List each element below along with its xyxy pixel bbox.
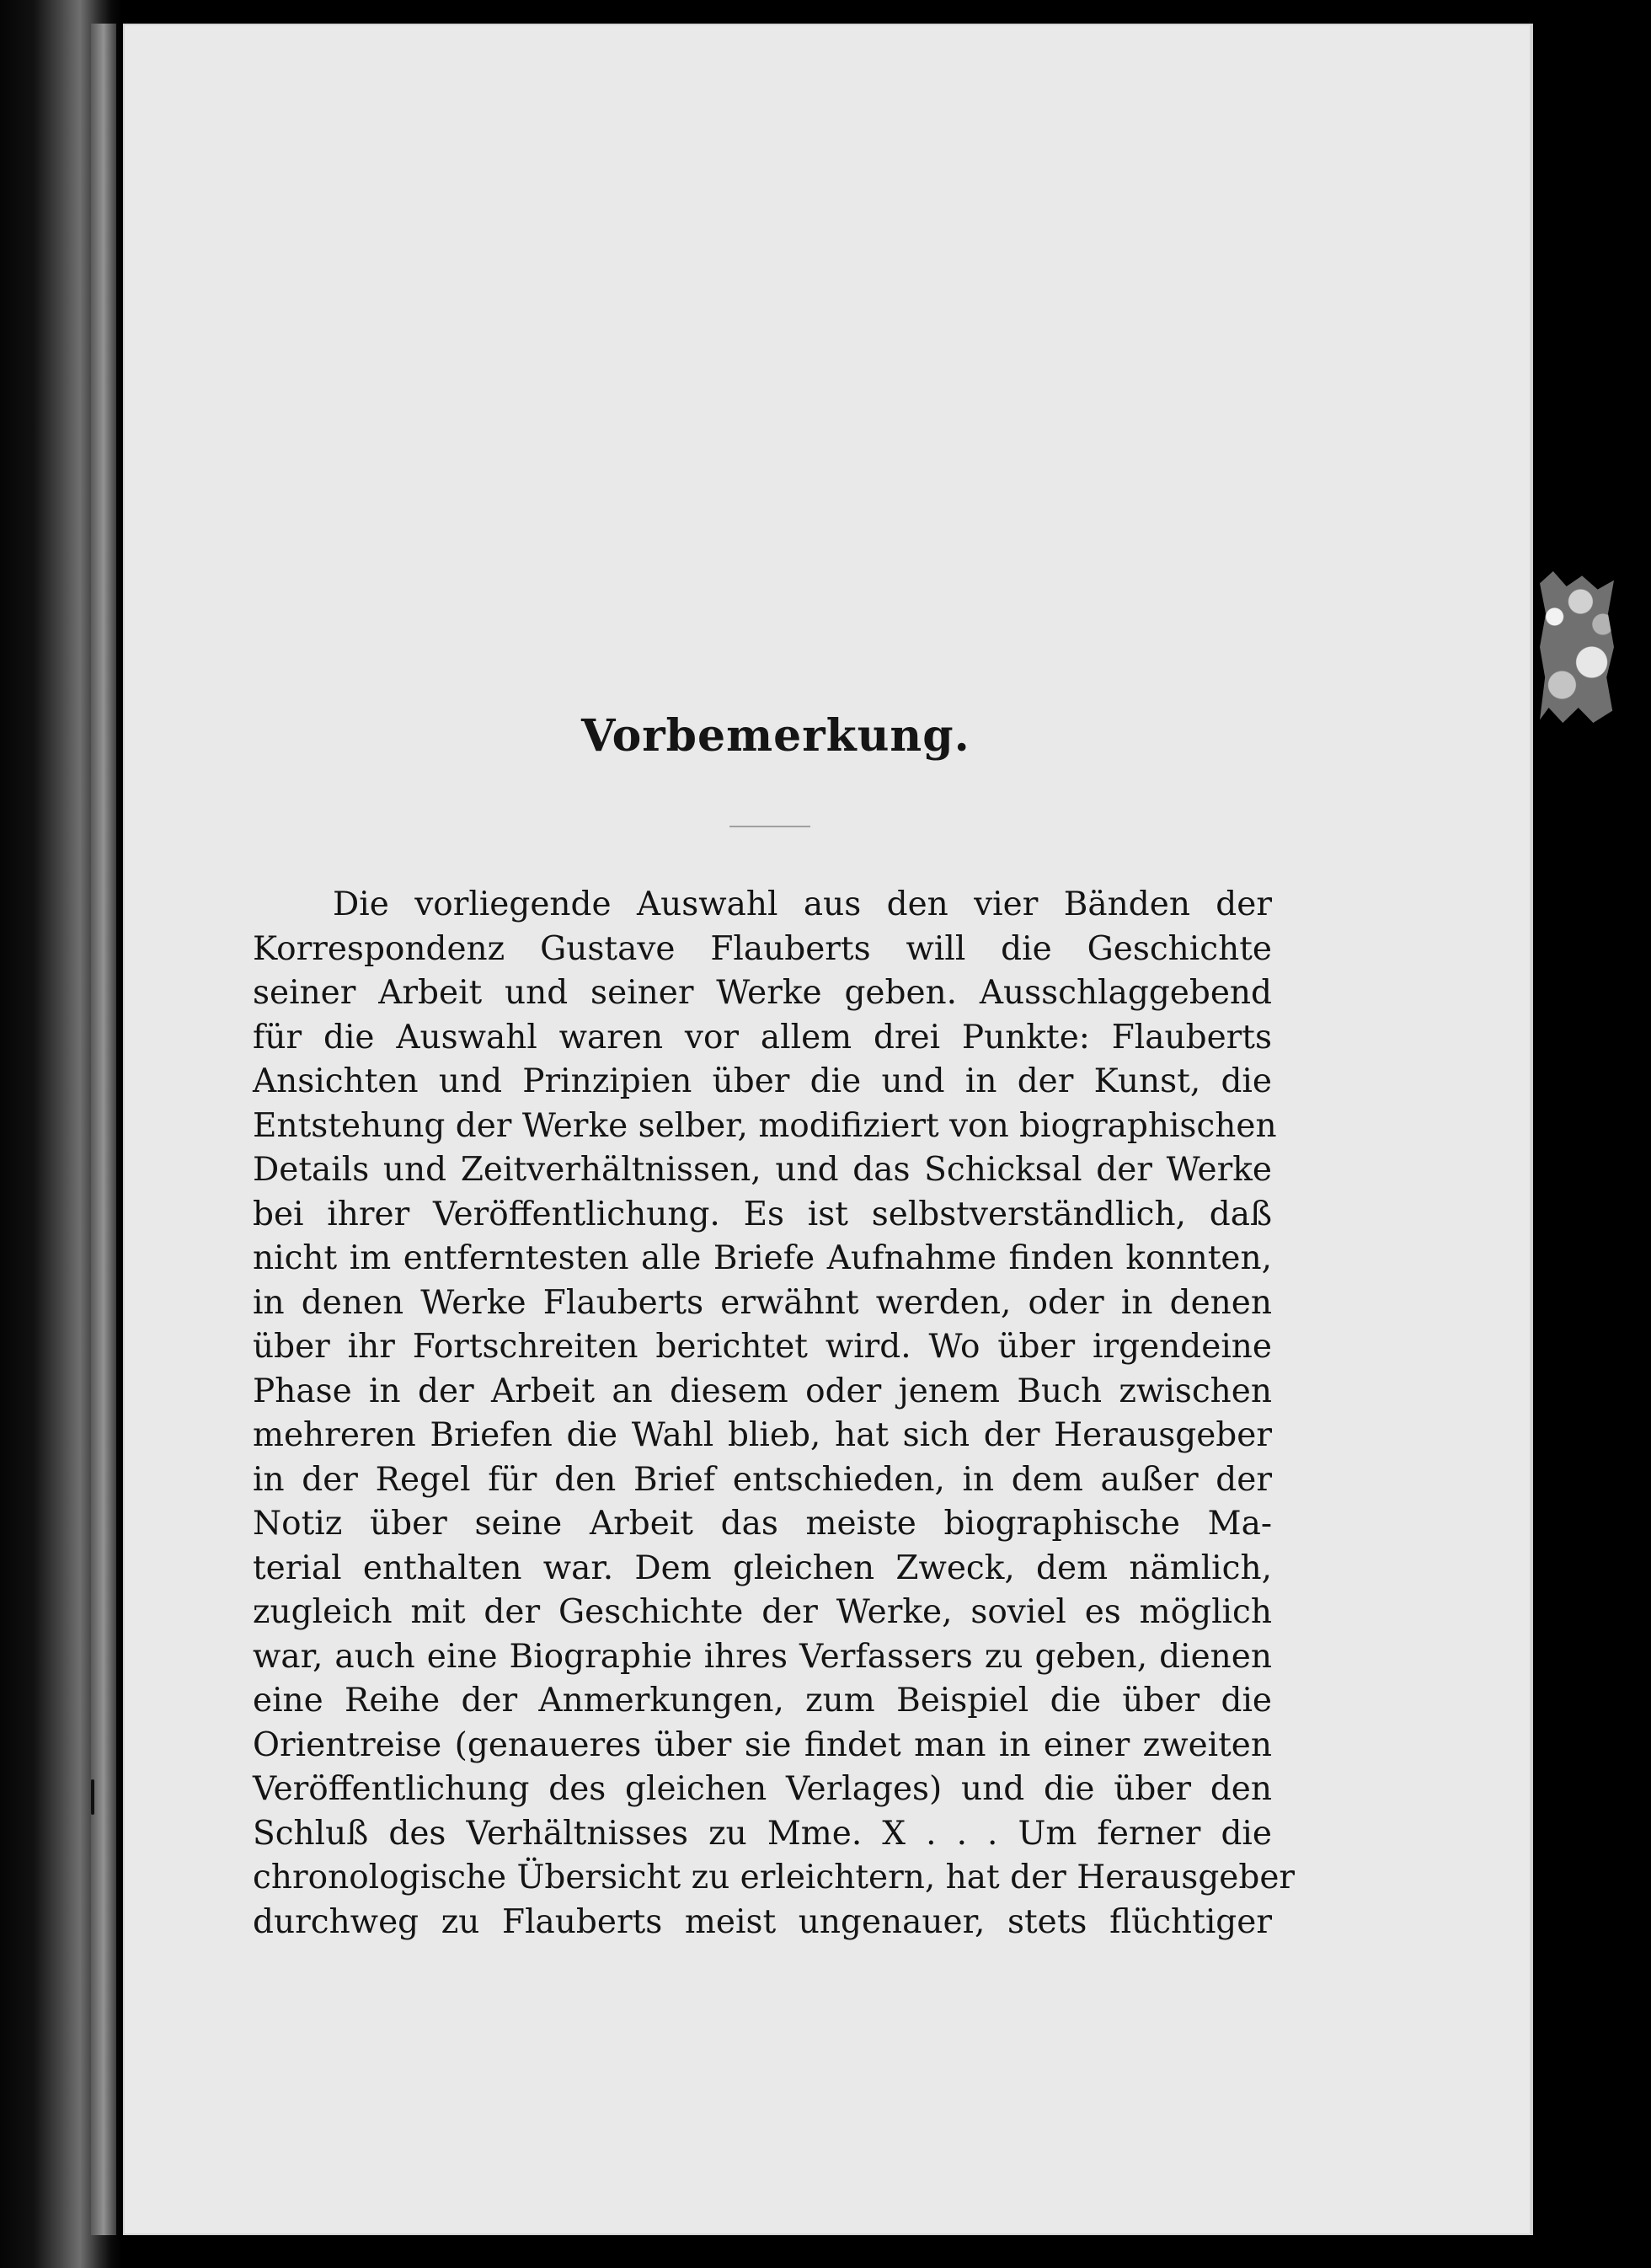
left-page-strip xyxy=(91,24,116,2235)
body-line: seiner Arbeit und seiner Werke geben. Ausschlaggebend xyxy=(253,974,1272,1012)
margin-mark xyxy=(91,1779,94,1815)
body-line: nicht im entferntesten alle Briefe Aufnahme finden konnten, xyxy=(253,1239,1272,1277)
body-line: Phase in der Arbeit an diesem oder jenem Buch zwischen xyxy=(253,1372,1272,1410)
body-line: durchweg zu Flauberts meist ungenauer, stets flüchtiger xyxy=(253,1902,1272,1941)
body-line: Die vorliegende Auswahl aus den vier Bänden der xyxy=(333,885,1272,923)
body-line: Entstehung der Werke selber, modifiziert von biographischen xyxy=(253,1106,1277,1145)
torn-paper-edge xyxy=(1540,571,1614,723)
body-line: Orientreise (genaueres über sie findet man in einer zweiten xyxy=(253,1725,1272,1764)
body-line: Notiz über seine Arbeit das meiste biographische Ma- xyxy=(253,1505,1272,1543)
body-line: mehreren Briefen die Wahl blieb, hat sich der Herausgeber xyxy=(253,1416,1272,1454)
body-line: eine Reihe der Anmerkungen, zum Beispiel die über die xyxy=(253,1682,1272,1720)
body-line: in der Regel für den Brief entschieden, in dem außer der xyxy=(253,1460,1272,1499)
body-line: in denen Werke Flauberts erwähnt werden, oder in denen xyxy=(253,1283,1272,1322)
body-line: chronologische Übersicht zu erleichtern, hat der Herausgeber xyxy=(253,1859,1296,1896)
body-line: Schluß des Verhältnisses zu Mme. X . . . Um ferner die xyxy=(253,1814,1272,1853)
body-line: terial enthalten war. Dem gleichen Zweck, dem nämlich, xyxy=(253,1549,1272,1587)
title-rule xyxy=(729,826,810,827)
body-line: bei ihrer Veröffentlichung. Es ist selbstverständlich, daß xyxy=(253,1195,1272,1233)
body-line: über ihr Fortschreiten berichtet wird. Wo über irgendeine xyxy=(253,1328,1272,1366)
right-page-edge xyxy=(1531,24,1533,2235)
body-line: Details und Zeitverhältnissen, und das Schicksal der Werke xyxy=(253,1151,1272,1189)
body-line: Korrespondenz Gustave Flauberts will die Geschichte xyxy=(253,929,1272,968)
page-title: Vorbemerkung. xyxy=(581,710,970,762)
body-line: war, auch eine Biographie ihres Verfassers zu geben, dienen xyxy=(253,1637,1272,1676)
body-line: für die Auswahl waren vor allem drei Punkte: Flauberts xyxy=(253,1018,1272,1056)
body-line: Ansichten und Prinzipien über die und in der Kunst, die xyxy=(253,1062,1272,1100)
body-paragraph xyxy=(253,883,1296,1944)
body-line: zugleich mit der Geschichte der Werke, soviel es möglich xyxy=(253,1593,1272,1631)
body-line: Veröffentlichung des gleichen Verlages) und die über den xyxy=(253,1770,1272,1808)
